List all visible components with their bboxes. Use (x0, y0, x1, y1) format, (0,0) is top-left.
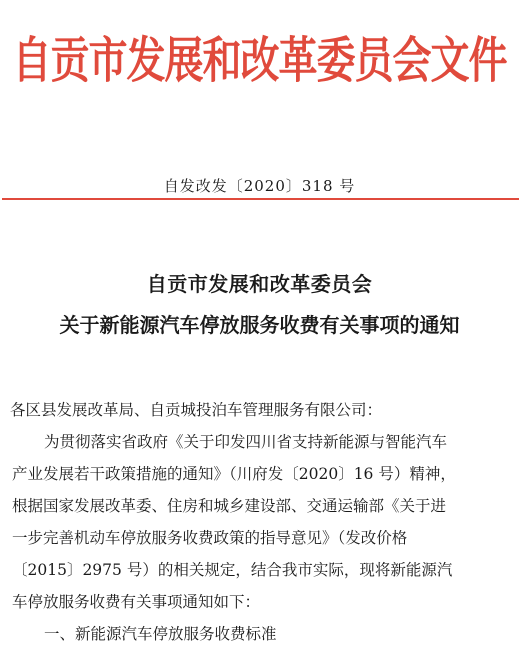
paragraph-line: 一步完善机动车停放服务收费政策的指导意见》（发改价格 (12, 529, 408, 547)
section-heading: 一、新能源汽车停放服务收费标准 (44, 625, 277, 643)
paragraph-line: 〔2015〕2975 号）的相关规定，结合我市实际，现将新能源汽 (12, 561, 453, 579)
paragraph-line: 产业发展若干政策措施的通知》（川府发〔2020〕16 号）精神， (12, 465, 456, 483)
addressee-line: 各区县发展改革局、自贡城投泊车管理服务有限公司： (10, 401, 383, 419)
notice-title-line-1: 自贡市发展和改革委员会 (146, 272, 373, 296)
notice-title-line-2: 关于新能源汽车停放服务收费有关事项的通知 (59, 313, 460, 337)
paragraph-line: 为贯彻落实省政府《关于印发四川省支持新能源与智能汽车 (44, 433, 448, 451)
paragraph-line: 车停放服务收费有关事项通知如下： (12, 593, 261, 611)
letterhead-title: 自贡市发展和改革委员会文件 (12, 33, 507, 90)
document-number: 自发改发〔2020〕318 号 (163, 177, 356, 195)
paragraph-line: 根据国家发展改革委、住房和城乡建设部、交通运输部《关于进 (12, 497, 447, 515)
letterhead-divider (2, 198, 519, 200)
